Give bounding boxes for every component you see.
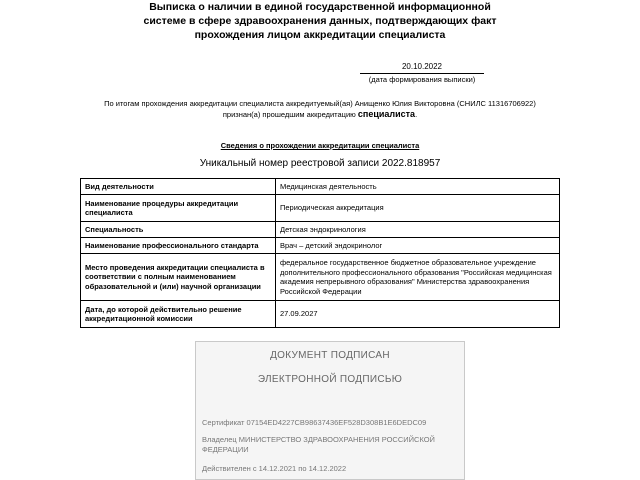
row-value: Периодическая аккредитация — [276, 195, 560, 222]
row-label: Наименование процедуры аккредитации специалиста — [81, 195, 276, 222]
registry-number: Уникальный номер реестровой записи 2022.818957 — [199, 158, 441, 169]
table-row — [81, 238, 560, 254]
signature-heading-2: ЭЛЕКТРОННОЙ ПОДПИСЬЮ — [257, 374, 403, 385]
electronic-signature-stamp — [195, 341, 465, 480]
row-value: Медицинская деятельность — [276, 179, 560, 195]
row-value: федеральное государственное бюджетное образовательное учреждение дополнительного профессионального образования "Российская медицинская академия непрерывного образования" Министерства здравоохранения Российской Федерации — [276, 254, 560, 301]
row-value: Врач – детский эндокринолог — [276, 238, 560, 254]
table-row — [81, 179, 560, 195]
row-label: Вид деятельности — [81, 179, 276, 195]
signature-heading-1: ДОКУМЕНТ ПОДПИСАН — [270, 350, 390, 361]
row-value: Детская эндокринология — [276, 222, 560, 238]
section-title: Сведения о прохождении аккредитации специалиста — [220, 141, 420, 150]
result-text: По итогам прохождения аккредитации специалиста аккредитуемый(ая) Анищенко Юлия Викторовна (СНИЛС 11316706922) — [104, 99, 536, 108]
table-row — [81, 254, 560, 301]
row-label: Дата, до которой действительно решение аккредитационной комиссии — [81, 301, 276, 328]
table-row — [81, 301, 560, 328]
formation-date: 20.10.2022 — [360, 62, 484, 74]
signature-validity: Действителен с 14.12.2021 по 14.12.2022 — [202, 464, 347, 473]
title-line-2: системе в сфере здравоохранения данных, подтверждающих факт — [143, 15, 497, 27]
result-status-line — [60, 109, 580, 120]
formation-date-block — [360, 62, 484, 85]
result-recognized-prefix: признан(а) прошедшим аккредитацию — [222, 110, 356, 119]
title-line-3: прохождения лицом аккредитации специалиста — [194, 29, 446, 41]
table-row — [81, 222, 560, 238]
signature-owner: Владелец МИНИСТЕРСТВО ЗДРАВООХРАНЕНИЯ РОССИЙСКОЙ ФЕДЕРАЦИИ — [202, 435, 435, 454]
row-label: Специальность — [81, 222, 276, 238]
row-label: Наименование профессионального стандарта — [81, 238, 276, 254]
row-label: Место проведения аккредитации специалиста в соответствии с полным наименованием образовательной и (или) научной организации — [81, 254, 276, 301]
accreditation-info-table — [80, 178, 560, 328]
accreditation-result — [60, 98, 580, 120]
signature-certificate: Сертификат 07154ED4227CB98637436EF528D308B1E6DEDC09 — [202, 418, 427, 427]
document-title — [110, 0, 530, 42]
title-line-1: Выписка о наличии в единой государственной информационной — [149, 1, 491, 13]
row-value: 27.09.2027 — [276, 301, 560, 328]
formation-date-caption: (дата формирования выписки) — [368, 75, 476, 84]
result-status: специалиста — [357, 109, 416, 119]
table-row — [81, 195, 560, 222]
result-suffix: . — [415, 110, 418, 119]
